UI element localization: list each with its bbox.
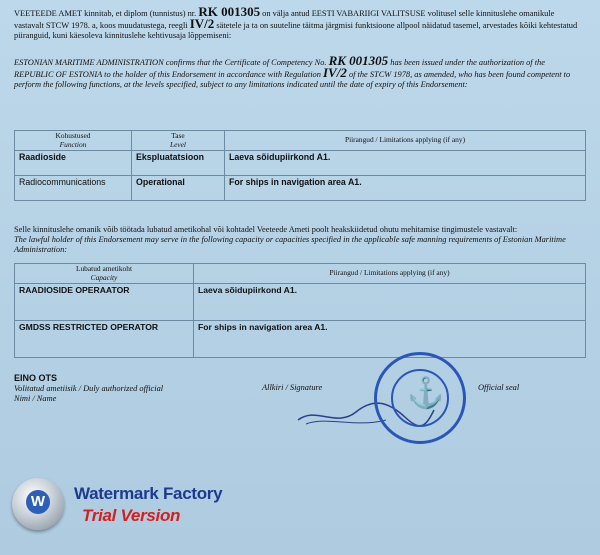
intro-en-text-middle: has been issued under the authorization of the REPUBLIC OF ESTONIA to the holder of this Endorsement in accordance with Regulation <box>14 58 545 80</box>
functions-table <box>14 130 586 201</box>
intro-en-text-start: ESTONIAN MARITIME ADMINISTRATION confirms that the Certificate of Competency No. <box>14 58 329 67</box>
header-level: Tase Level <box>132 131 225 151</box>
function-cell: Radiocommunications <box>15 176 132 201</box>
header-capacity: Lubatud ametikoht Capacity <box>15 264 194 284</box>
intro-en-text-end: of the STCW 1978, as amended, who has been found competent to perform the following functions, at the levels specified, subject to any limitations indicated until the date of expiry of this Endorsement: <box>14 70 571 90</box>
official-seal-stamp <box>374 352 466 444</box>
capacity-cell: GMDSS RESTRICTED OPERATOR <box>15 321 194 358</box>
function-cell: Raadioside <box>15 151 132 176</box>
capacity-header-row <box>15 264 586 284</box>
official-role: Volitatud ametiisik / Duly authorized official <box>14 384 164 393</box>
table-row <box>15 151 586 176</box>
seal-label: Official seal <box>478 383 520 392</box>
watermark-title: Watermark Factory <box>74 484 223 503</box>
limitations-cell: For ships in navigation area A1. <box>225 176 586 201</box>
limitations-cell: Laeva sõidupiirkond A1. <box>225 151 586 176</box>
intro-text-middle: on välja antud EESTI VABARIIGI VALITSUSE volitusel selle kinnituslehe omanikule vastavalt STCW 1978. a, koos muudatustega, reegli <box>14 9 555 31</box>
intro-text-start: VEETEEDE AMET kinnitab, et diplom (tunnistus) nr. <box>14 9 199 18</box>
header-function: Kohustused Function <box>15 131 132 151</box>
intro-text-end: sätetele ja ta on suuteline täitma järgmisi funktsioone allpool näidatud tasemel, arvestades kõiki kehtestatud piiranguid, kuni käesoleva kinnituslehe kehtivusaja lõppemiseni: <box>14 21 578 41</box>
watermark-logo-icon: W <box>12 478 64 530</box>
intro-estonian <box>14 4 586 42</box>
header-limitations-2: Piirangud / Limitations applying (if any) <box>194 264 586 284</box>
capacity-cell: RAADIOSIDE OPERAATOR <box>15 284 194 321</box>
official-name: EINO OTS <box>14 373 58 383</box>
anchor-icon: ⚓ <box>407 377 445 410</box>
capacity-intro-english: The lawful holder of this Endorsement may serve in the following capacity or capacities specified in the applicable safe manning requirements of Estonian Maritime Administration: <box>14 235 566 255</box>
certificate-number-en: RK 001305 <box>328 53 389 68</box>
limitations-cell: Laeva sõidupiirkond A1. <box>194 284 586 321</box>
watermark-subtitle: Trial Version <box>82 506 181 525</box>
level-cell: Ekspluatatsioon <box>132 151 225 176</box>
regulation-number-en: IV/2 <box>323 65 347 81</box>
table-row <box>15 321 586 358</box>
table-row <box>15 176 586 201</box>
table-row <box>15 284 586 321</box>
regulation-number: IV/2 <box>189 16 215 32</box>
functions-header-row <box>15 131 586 151</box>
name-label: Nimi / Name <box>14 394 57 403</box>
watermark-badge <box>12 474 252 536</box>
header-limitations: Piirangud / Limitations applying (if any) <box>225 131 586 151</box>
intro-english <box>14 53 586 91</box>
capacity-intro-estonian: Selle kinnituslehe omanik võib töötada lubatud ametikohal või kohtadel Veeteede Ameti poolt heakskiidetud ohutu mehitamise tingimustele vastavalt: <box>14 225 518 234</box>
capacity-intro <box>14 225 586 256</box>
signature-label: Allkiri / Signature <box>262 383 323 392</box>
certificate-number: RK 001305 <box>198 4 261 19</box>
limitations-cell: For ships in navigation area A1. <box>194 321 586 358</box>
level-cell: Operational <box>132 176 225 201</box>
capacity-table <box>14 263 586 358</box>
